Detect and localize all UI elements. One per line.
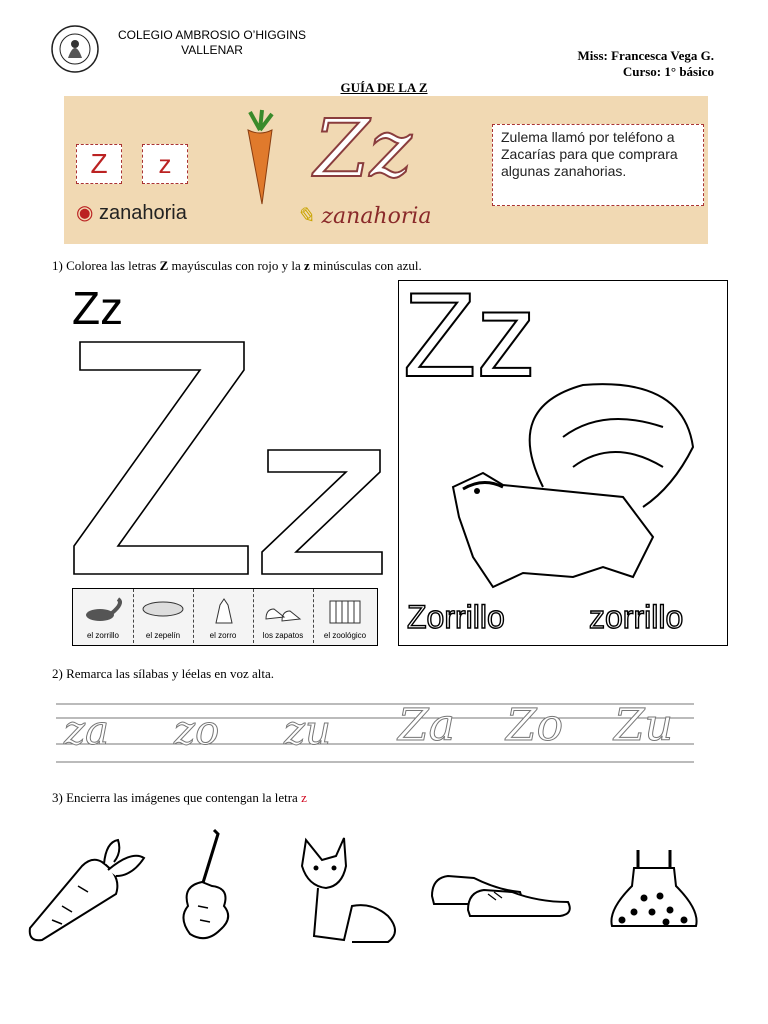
q1-lower: z [304, 258, 310, 273]
syllable[interactable]: Zu [614, 700, 673, 751]
syllable-row [58, 700, 698, 760]
banner-upper-letter: Z [76, 144, 122, 184]
q1-outline-letters[interactable] [72, 340, 392, 580]
banner-lower-letter: z [142, 144, 188, 184]
q1-picture-strip [72, 588, 378, 646]
syllable[interactable]: Za [398, 700, 455, 751]
banner [64, 96, 708, 244]
teacher-name: Miss: Francesca Vega G. [577, 48, 714, 63]
q1-text-b: mayúsculas con rojo y la [171, 258, 301, 273]
banner-cursive-text: zanahoria [321, 204, 432, 229]
skunk-icon [78, 595, 128, 625]
strip-item-zorrillo [73, 589, 134, 643]
syllable[interactable]: zu [284, 708, 331, 754]
dress-image[interactable] [604, 846, 704, 936]
q1-upper: Z [159, 258, 169, 273]
question-2: 2) Remarca las sílabas y léelas en voz alta. [52, 666, 274, 681]
syllable[interactable]: zo [174, 708, 220, 754]
card-letters: Zz [403, 268, 537, 402]
teacher-info [578, 48, 714, 80]
school-name: COLEGIO AMBROSIO O’HIGGINS [117, 28, 307, 42]
zeppelin-icon [138, 595, 188, 625]
strip-label: el zorro [209, 631, 237, 640]
question-3 [52, 790, 307, 806]
school-logo [50, 24, 100, 74]
carrot-icon [240, 108, 280, 208]
banner-word-cursive [296, 204, 432, 229]
pencil-icon: ✎ [296, 204, 322, 229]
banner-cursive-letters: Zz [314, 102, 412, 195]
carrot-image[interactable] [22, 836, 152, 948]
card-word-lower: zorrillo [589, 599, 684, 635]
banner-word-text: zanahoria [99, 202, 187, 224]
q1-coloring-card[interactable] [398, 268, 728, 646]
fox-icon [198, 595, 248, 625]
strip-item-zapatos [253, 589, 314, 643]
card-word-upper: Zorrillo [407, 599, 505, 635]
strip-item-zepelin [133, 589, 194, 643]
shoes-icon [258, 595, 308, 625]
strip-label: el zepelín [145, 631, 181, 640]
question-1 [52, 258, 422, 274]
syllable[interactable]: za [64, 708, 109, 754]
fox-image[interactable] [292, 836, 408, 948]
strip-item-zorro [193, 589, 254, 643]
page-title: GUÍA DE LA Z [340, 80, 428, 95]
strip-item-zoologico [313, 589, 377, 643]
school-city: VALLENAR [181, 43, 243, 57]
strip-label: los zapatos [262, 631, 304, 640]
school-header [112, 28, 312, 58]
q1-number: 1) [52, 258, 63, 273]
q3-text: 3) Encierra las imágenes que contengan la letra [52, 790, 298, 805]
violin-image[interactable] [172, 826, 252, 946]
course-label: Curso: 1° básico [622, 64, 714, 79]
zoo-icon [320, 595, 370, 625]
q3-letter: z [301, 790, 307, 805]
strip-label: el zoológico [323, 631, 367, 640]
banner-sentence: Zulema llamó por teléfono a Zacarías para que comprara algunas zanahorias. [492, 124, 704, 206]
banner-word-print [76, 200, 187, 225]
eye-icon: ◉ [76, 202, 100, 224]
q1-text-c: minúsculas con azul. [313, 258, 422, 273]
shoes-image[interactable] [428, 856, 576, 918]
strip-label: el zorrillo [86, 631, 119, 640]
q1-small-letters: Zz [72, 282, 124, 334]
skunk-drawing [423, 377, 723, 597]
q1-text-a: Colorea las letras [66, 258, 157, 273]
syllable[interactable]: Zo [506, 700, 564, 751]
